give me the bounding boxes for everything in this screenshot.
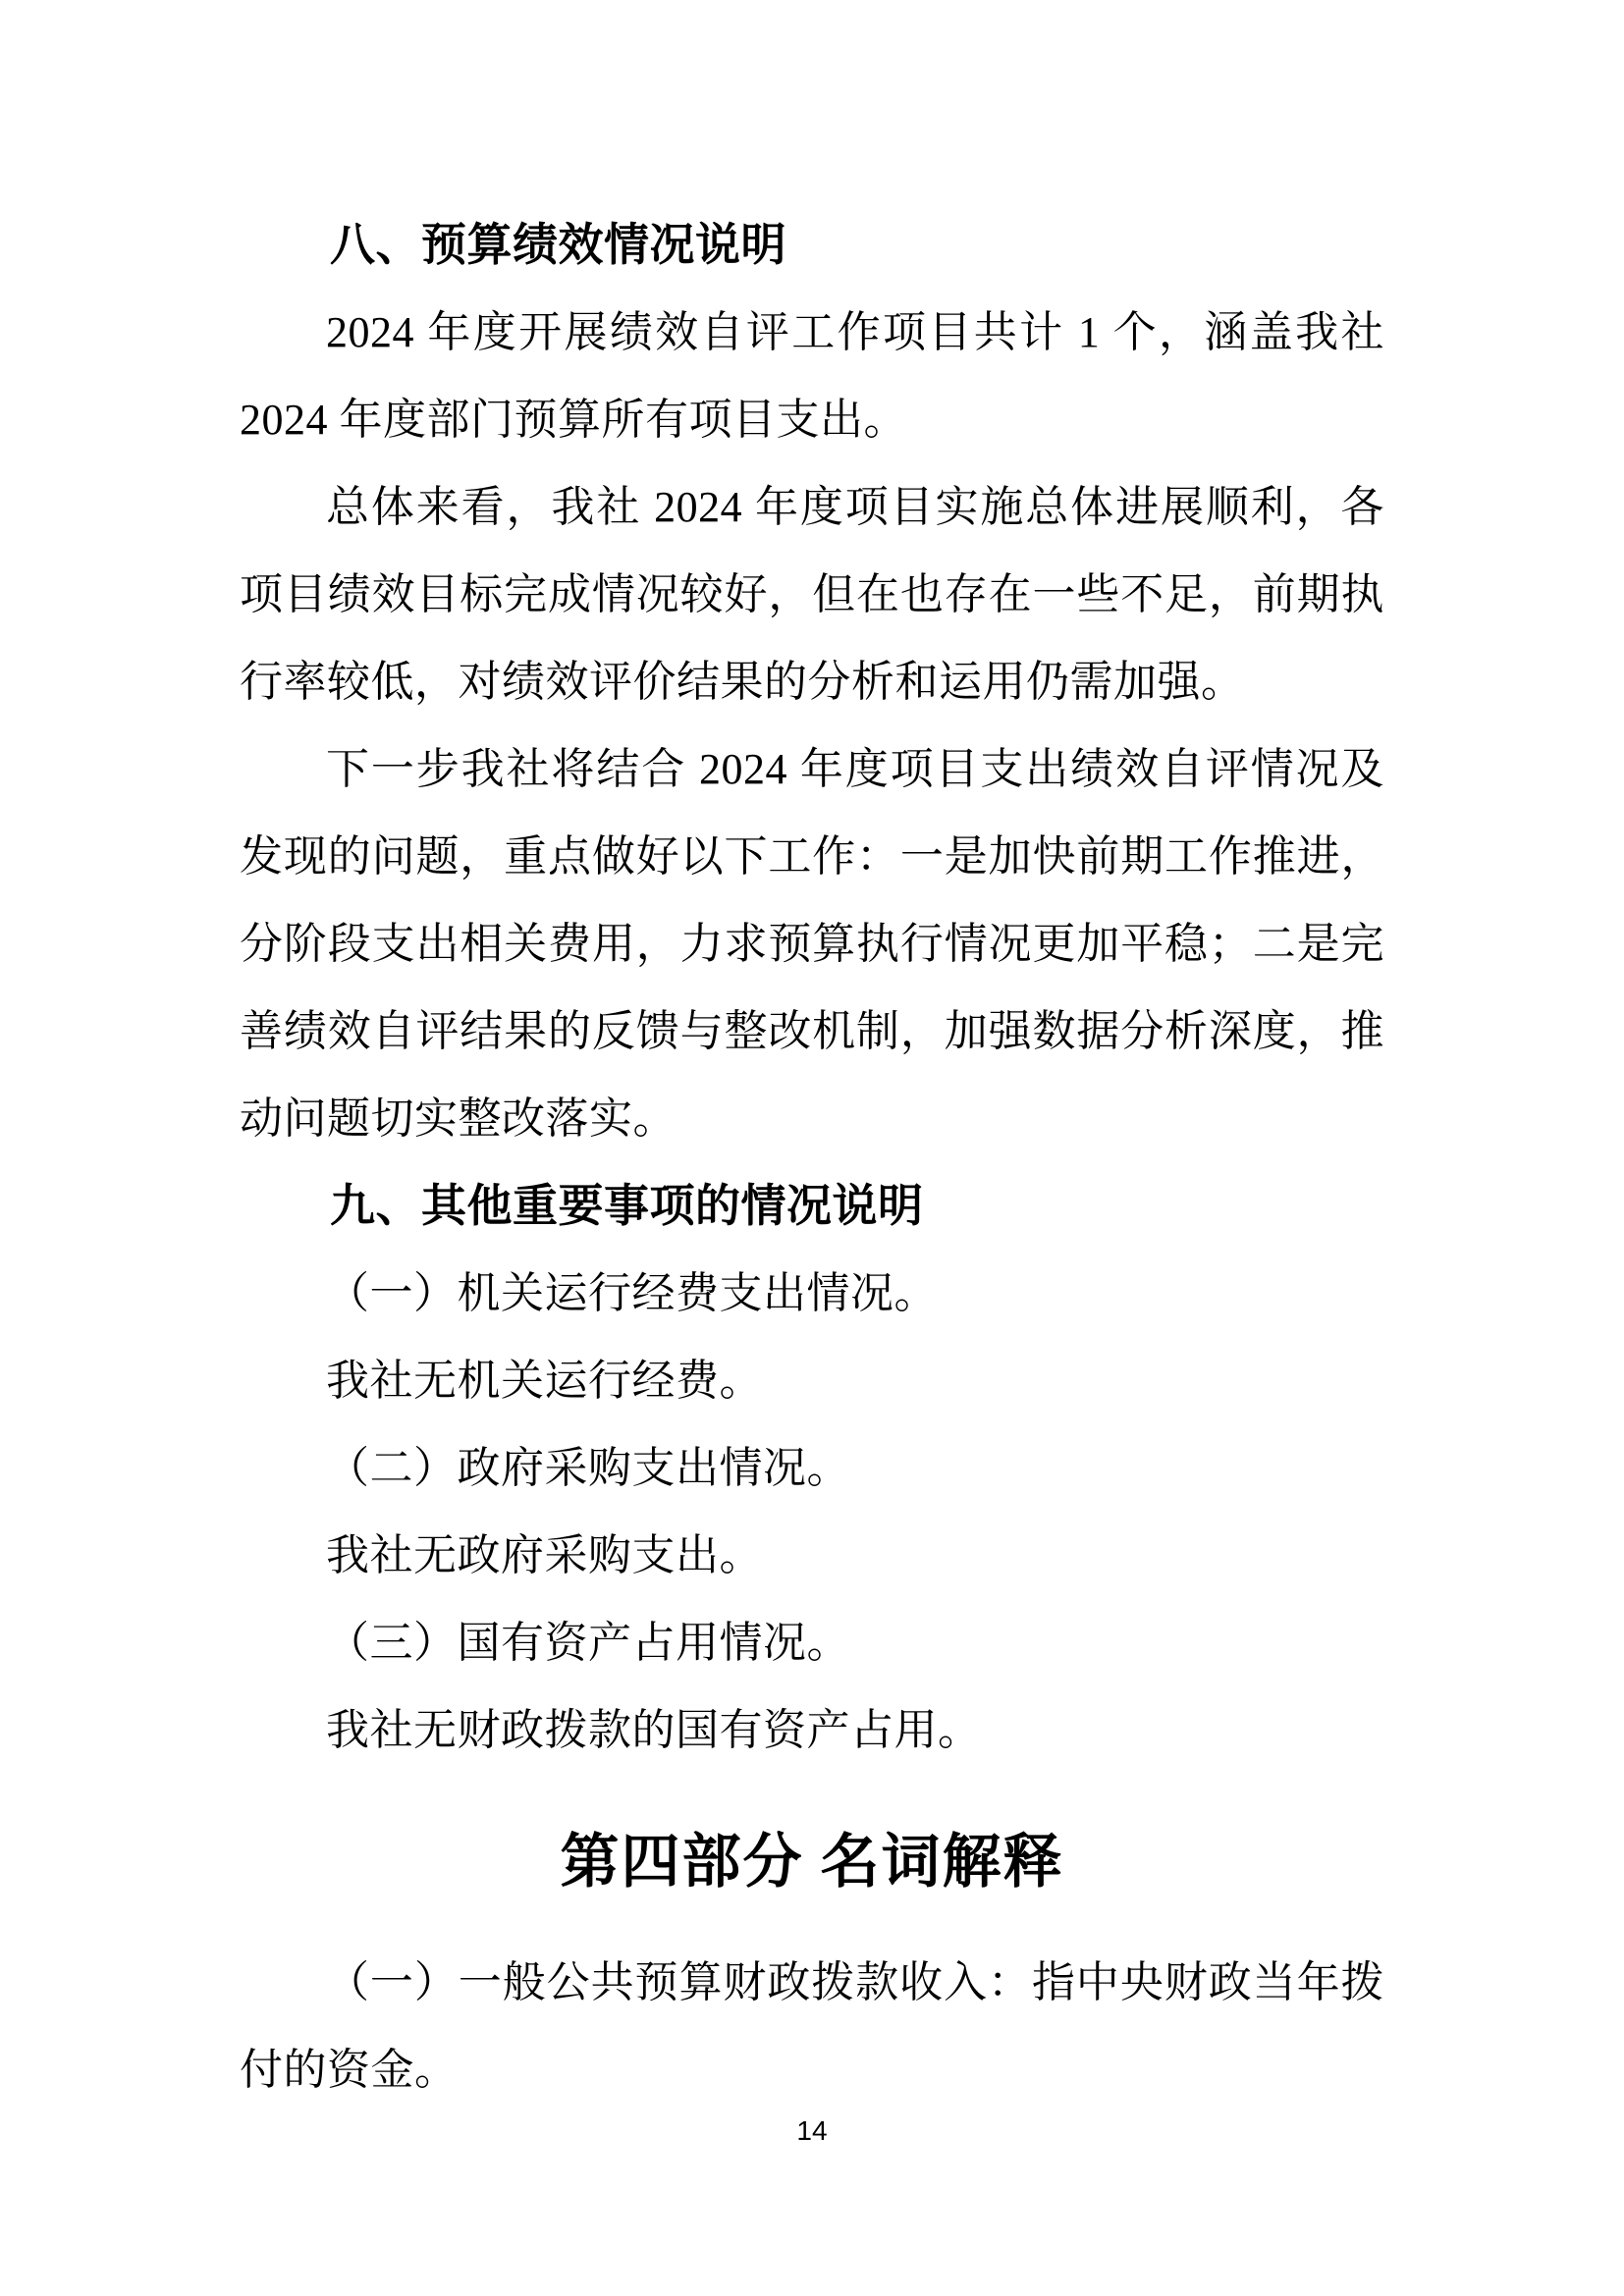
para-agency-operating-costs-title: （一）机关运行经费支出情况。 [326, 1269, 938, 1317]
para-next-steps: 下一步我社将结合 2024 年度项目支出绩效自评情况及发现的问题，重点做好以下工作：一是加快前期工作推进，分阶段支出相关费用，力求预算执行情况更加平稳；二是完善绩效自评结果的反馈与整改机制，加强数据分析深度，推动问题切实整改落实。 [240, 745, 1384, 1143]
para-self-evaluation-scope: 2024 年度开展绩效自评工作项目共计 1 个，涵盖我社 2024 年度部门预算所有项目支出。 [240, 308, 1384, 444]
para-agency-operating-costs-body: 我社无机关运行经费。 [326, 1357, 763, 1405]
heading-other-important-matters: 九、其他重要事项的情况说明 [330, 1180, 924, 1231]
page-number: 14 [796, 2115, 828, 2146]
para-government-procurement-body: 我社无政府采购支出。 [326, 1531, 763, 1579]
para-term-definition-general-public-budget: （一）一般公共预算财政拨款收入：指中央财政当年拨付的资金。 [240, 1958, 1384, 2094]
para-government-procurement-title: （二）政府采购支出情况。 [326, 1444, 850, 1492]
para-state-assets-body: 我社无财政拨款的国有资产占用。 [326, 1706, 982, 1754]
para-state-assets-title: （三）国有资产占用情况。 [326, 1619, 850, 1667]
heading-part4-glossary: 第四部分 名词解释 [560, 1830, 1064, 1895]
para-overall-assessment: 总体来看，我社 2024 年度项目实施总体进展顺利，各项目绩效目标完成情况较好，但在也存在一些不足，前期执行率较低，对绩效评价结果的分析和运用仍需加强。 [240, 483, 1384, 706]
heading-budget-performance: 八、预算绩效情况说明 [330, 219, 786, 270]
